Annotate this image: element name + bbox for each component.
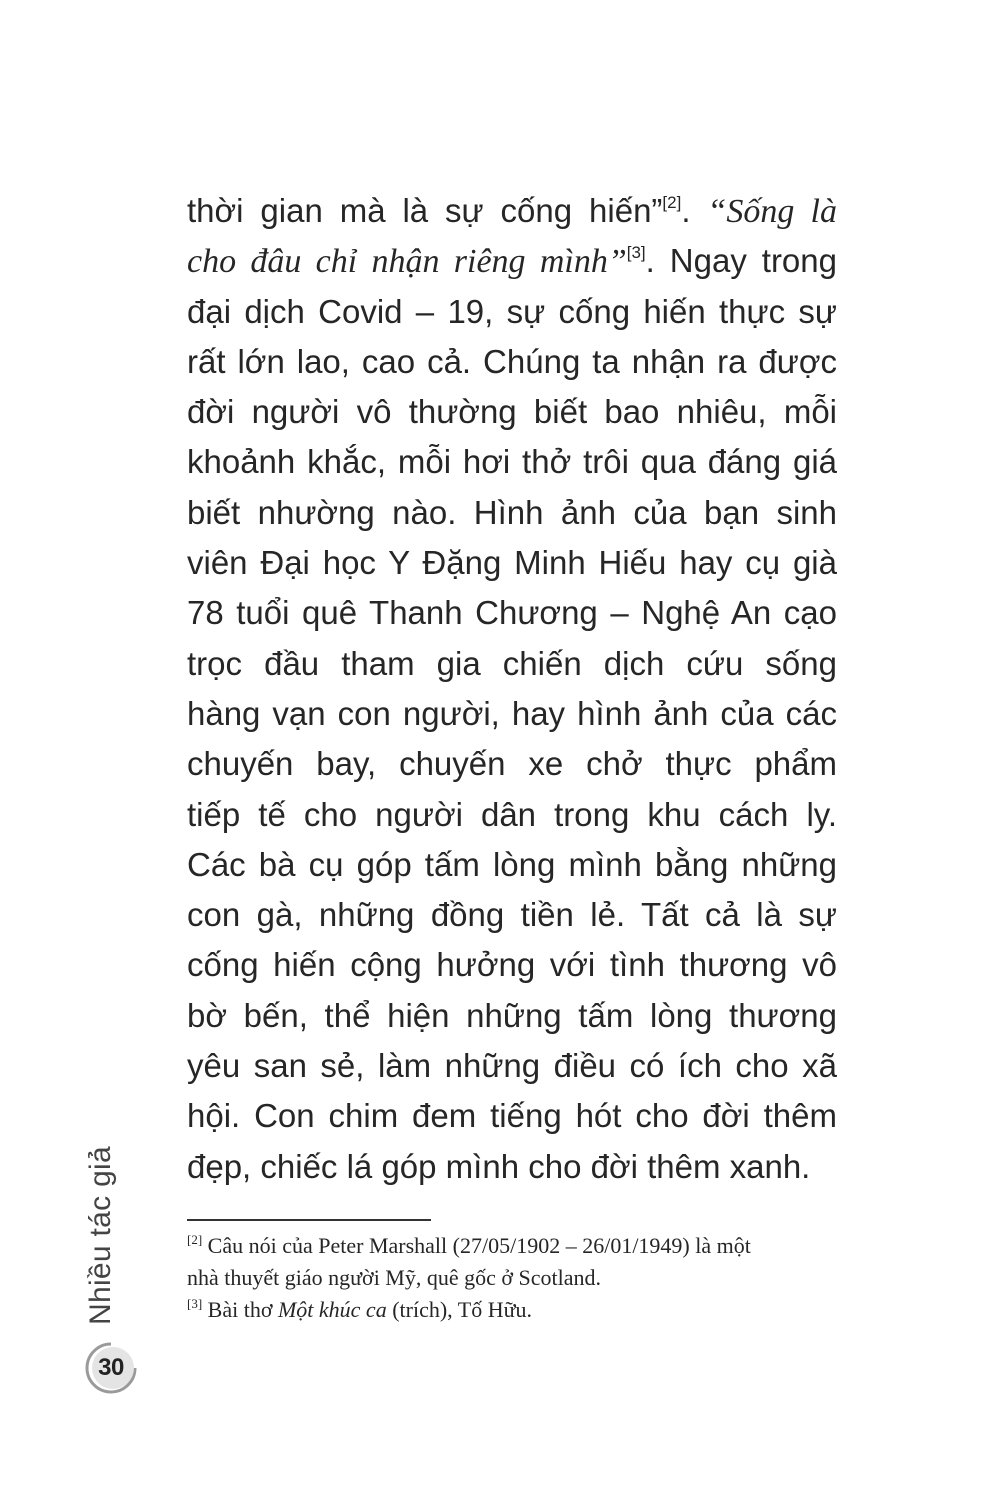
body-line <box>187 236 837 286</box>
body-line <box>187 940 837 990</box>
body-line <box>187 689 837 739</box>
body-line <box>187 1091 837 1141</box>
text-run: tiếp tế cho người dân trong khu cách ly. <box>187 795 837 833</box>
footnotes <box>187 1230 837 1326</box>
text-run: cống hiến cộng hưởng với tình thương vô <box>187 946 837 984</box>
text-run: đời người vô thường biết bao nhiêu, mỗi <box>187 393 837 431</box>
text-run: yêu san sẻ, làm những điều có ích cho xã <box>187 1047 837 1085</box>
footnote-reference: [3] <box>626 243 646 263</box>
body-line <box>187 337 837 387</box>
text-run: chuyến bay, chuyến xe chở thực phẩm <box>187 745 837 783</box>
footnote-line <box>187 1294 837 1326</box>
footnote-reference: [2] <box>187 1232 203 1247</box>
text-run: thời gian mà là sự cống hiến” <box>187 192 663 229</box>
text-run: Các bà cụ góp tấm lòng mình bằng những <box>187 845 837 883</box>
text-run: hội. Con chim đem tiếng hót cho đời thêm <box>187 1097 837 1135</box>
footnote-line <box>187 1262 837 1294</box>
body-line <box>187 739 837 789</box>
footnote-reference: [3] <box>187 1296 203 1311</box>
body-line <box>187 790 837 840</box>
text-run: đại dịch Covid – 19, sự cống hiến thực sự <box>187 292 837 330</box>
running-head: Nhiều tác giả <box>84 1145 117 1325</box>
text-run: khoảnh khắc, mỗi hơi thở trôi qua đáng giá <box>187 443 837 481</box>
footnote <box>187 1230 837 1294</box>
page-number-badge <box>83 1340 139 1396</box>
body-line <box>187 890 837 940</box>
footnote-reference: [2] <box>662 193 682 212</box>
text-run: con gà, những đồng tiền lẻ. Tất cả là sự <box>187 896 837 934</box>
text-run: đẹp, chiếc lá góp mình cho đời thêm xanh. <box>187 1147 811 1185</box>
body-line <box>187 437 837 487</box>
text-run: nhà thuyết giáo người Mỹ, quê gốc ở Scotland. <box>187 1265 602 1290</box>
body-line <box>187 287 837 337</box>
footnote-rule <box>187 1219 431 1221</box>
body-line <box>187 1142 837 1192</box>
text-run: . <box>681 192 708 229</box>
text-run: 78 tuổi quê Thanh Chương – Nghệ An cạo <box>187 594 837 632</box>
body-line <box>187 538 837 588</box>
text-run: Câu nói của Peter Marshall (27/05/1902 – 26/01/1949) là một <box>202 1233 751 1258</box>
text-run: rất lớn lao, cao cả. Chúng ta nhận ra được <box>187 342 837 380</box>
body-line <box>187 840 837 890</box>
text-run: viên Đại học Y Đặng Minh Hiếu hay cụ già <box>187 544 837 582</box>
text-run: (trích), Tố Hữu. <box>386 1297 533 1322</box>
body-text <box>187 186 837 1192</box>
text-run: bờ bến, thể hiện những tấm lòng thương <box>187 996 837 1034</box>
body-line <box>187 1041 837 1091</box>
footnote-line <box>187 1230 837 1262</box>
text-run: biết nhường nào. Hình ảnh của bạn sinh <box>187 493 837 531</box>
body-line <box>187 186 837 236</box>
text-run: trọc đầu tham gia chiến dịch cứu sống <box>187 644 837 682</box>
text-run: Bài thơ <box>202 1297 278 1322</box>
body-line <box>187 387 837 437</box>
body-line <box>187 588 837 638</box>
body-line <box>187 488 837 538</box>
page-number: 30 <box>98 1354 124 1381</box>
body-line <box>187 991 837 1041</box>
text-run: . Ngay trong <box>645 242 837 280</box>
body-line <box>187 639 837 689</box>
italic-quote: cho đâu chỉ nhận riêng mình” <box>187 243 627 281</box>
text-run: hàng vạn con người, hay hình ảnh của các <box>187 694 837 732</box>
footnote <box>187 1294 837 1326</box>
italic-quote: Một khúc ca <box>277 1297 387 1322</box>
italic-quote: “Sống là <box>707 193 838 230</box>
